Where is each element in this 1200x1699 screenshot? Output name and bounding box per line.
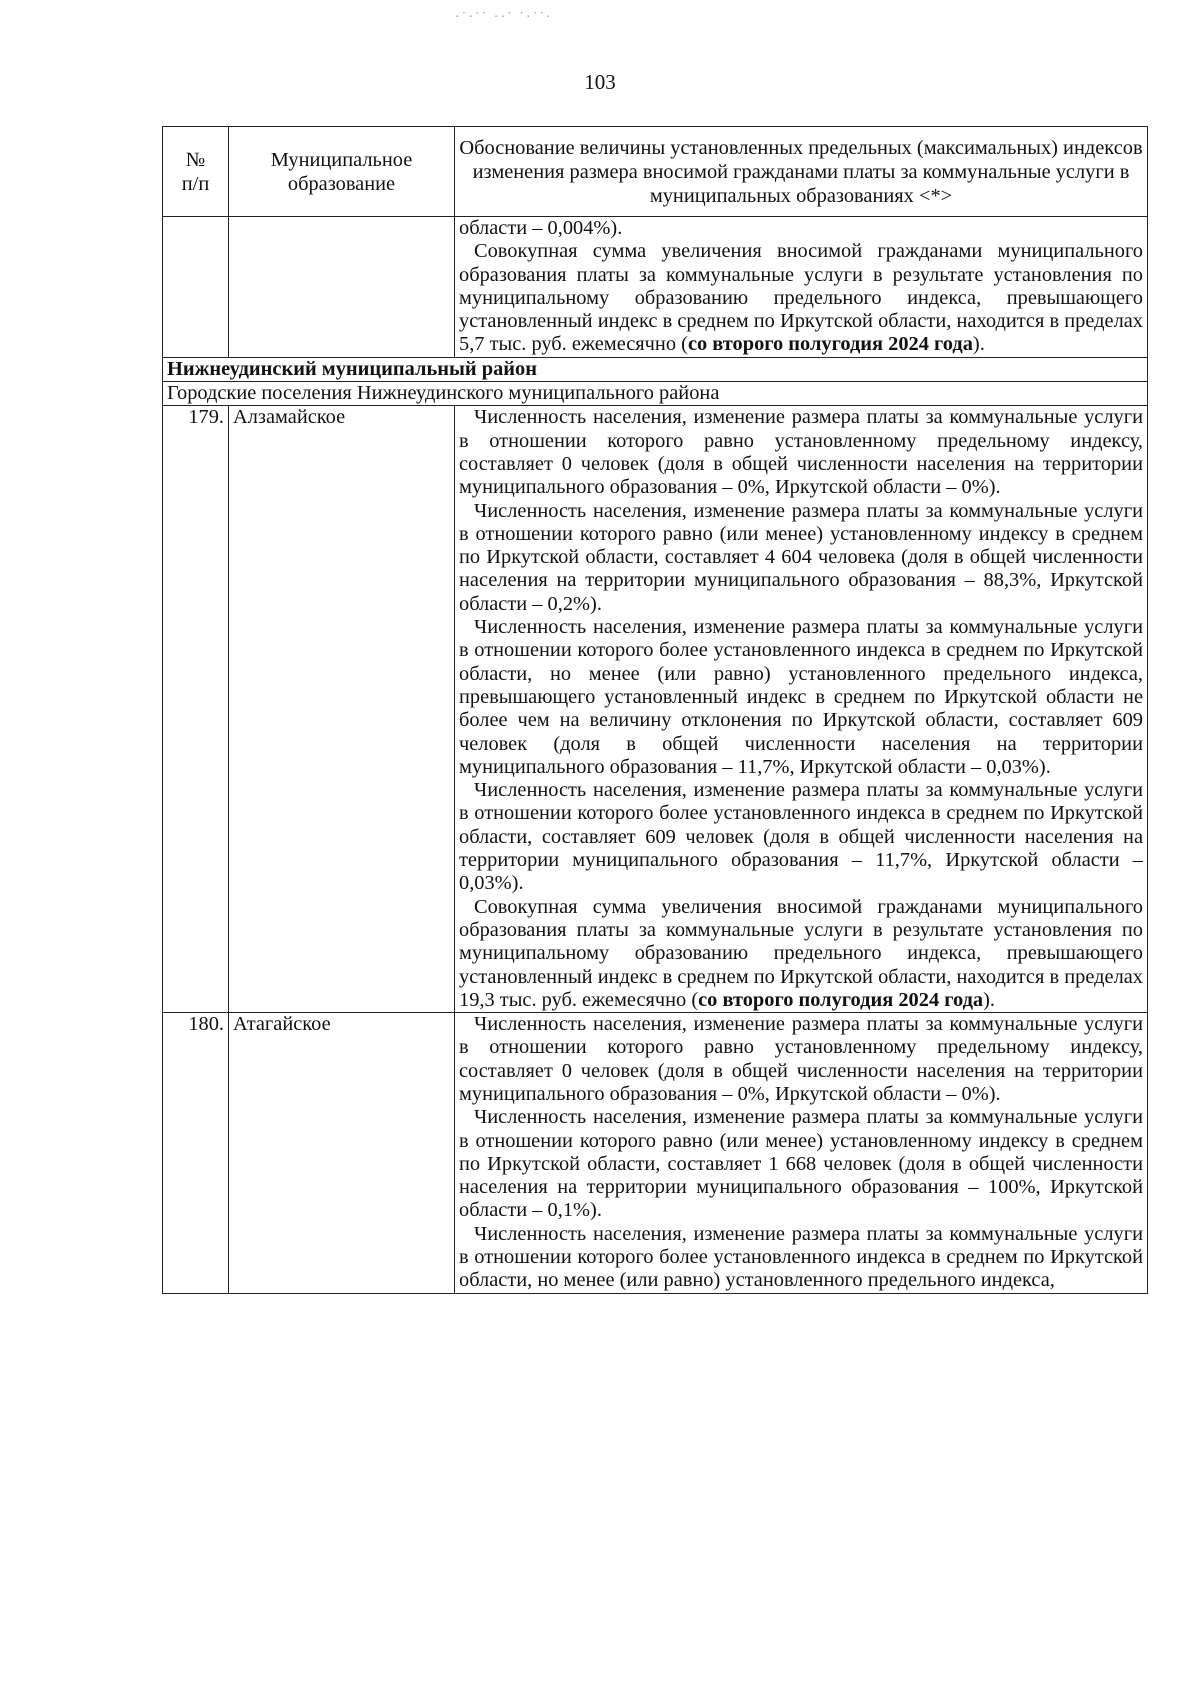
paragraph: Совокупная сумма увеличения вносимой гражданами муниципального образования платы за коммунальные услуги в результате установления по муниципальному образованию предельного индекса, превышающего установленный индекс в среднем по Иркутской области, находится в пределах 5,7 тыс. руб. ежемесячно (со второго полугодия 2024 года). [459,240,1143,356]
justification-cell [455,1013,1148,1294]
justification-cell [455,406,1148,1013]
subsection-title: Городские поселения Нижнеудинского муниципального района [163,382,1148,406]
index-justification-table [162,126,1148,1294]
continuation-name-cell [229,217,455,358]
row-number: 179. [163,406,229,1013]
paragraph: Численность населения, изменение размера платы за коммунальные услуги в отношении которого более установленного индекса в среднем по Иркутской области, составляет 609 человек (доля в общей численности населения на территории муниципального образования – 11,7%, Иркутской области – 0,03%). [459,779,1143,895]
paragraph: Численность населения, изменение размера платы за коммунальные услуги в отношении которого более установленного индекса в среднем по Иркутской области, но менее (или равно) установленного предельного индекса, превышающего установленный индекс в среднем по Иркутской области не более чем на величину отклонения по Иркутской области, составляет 609 человек (доля в общей численности населения на территории муниципального образования – 11,7%, Иркутской области – 0,03%). [459,616,1143,778]
municipality-name: Алзамайское [229,406,455,1013]
section-title: Нижнеудинский муниципальный район [163,357,1148,381]
subsection-row [163,382,1148,406]
section-row [163,357,1148,381]
paragraph: Численность населения, изменение размера платы за коммунальные услуги в отношении которого равно установленному предельному индексу, составляет 0 человек (доля в общей численности населения на территории муниципального образования – 0%, Иркутской области – 0%). [459,406,1143,499]
paragraph: Численность населения, изменение размера платы за коммунальные услуги в отношении которого равно (или менее) установленному индексу в среднем по Иркутской области, составляет 1 668 человек (доля в общей численности населения на территории муниципального образования – 100%, Иркутской области – 0,1%). [459,1106,1143,1222]
row-number: 180. [163,1013,229,1294]
paragraph: Численность населения, изменение размера платы за коммунальные услуги в отношении которого более установленного индекса в среднем по Иркутской области, но менее (или равно) установленного предельного индекса, [459,1222,1143,1292]
continuation-row [163,217,1148,358]
header-municipality: Муниципальное образование [229,127,455,217]
page-number: 103 [584,70,616,94]
paragraph: Совокупная сумма увеличения вносимой гражданами муниципального образования платы за коммунальные услуги в результате установления по муниципальному образованию предельного индекса, превышающего установленный индекс в среднем по Иркутской области, находится в пределах 19,3 тыс. руб. ежемесячно (со второго полугодия 2024 года). [459,895,1143,1011]
table-header-row [163,127,1148,217]
scan-marks: ·˙·˙˙ ··˙ ˙·˙˙· [455,10,553,25]
header-num: № п/п [163,127,229,217]
continuation-num-cell [163,217,229,358]
header-justification: Обоснование величины установленных предельных (максимальных) индексов изменения размера вносимой гражданами платы за коммунальные услуги в муниципальных образованиях <*> [455,127,1148,217]
paragraph: области – 0,004%). [459,217,623,239]
table-row [163,1013,1148,1294]
paragraph: Численность населения, изменение размера платы за коммунальные услуги в отношении которого равно установленному предельному индексу, составляет 0 человек (доля в общей численности населения на территории муниципального образования – 0%, Иркутской области – 0%). [459,1013,1143,1105]
municipality-name: Атагайское [229,1013,455,1294]
table-row [163,406,1148,1013]
continuation-text-cell [455,217,1148,358]
paragraph: Численность населения, изменение размера платы за коммунальные услуги в отношении которого равно (или менее) установленному индексу в среднем по Иркутской области, составляет 4 604 человека (доля в общей численности населения на территории муниципального образования – 88,3%, Иркутской области – 0,2%). [459,499,1143,615]
